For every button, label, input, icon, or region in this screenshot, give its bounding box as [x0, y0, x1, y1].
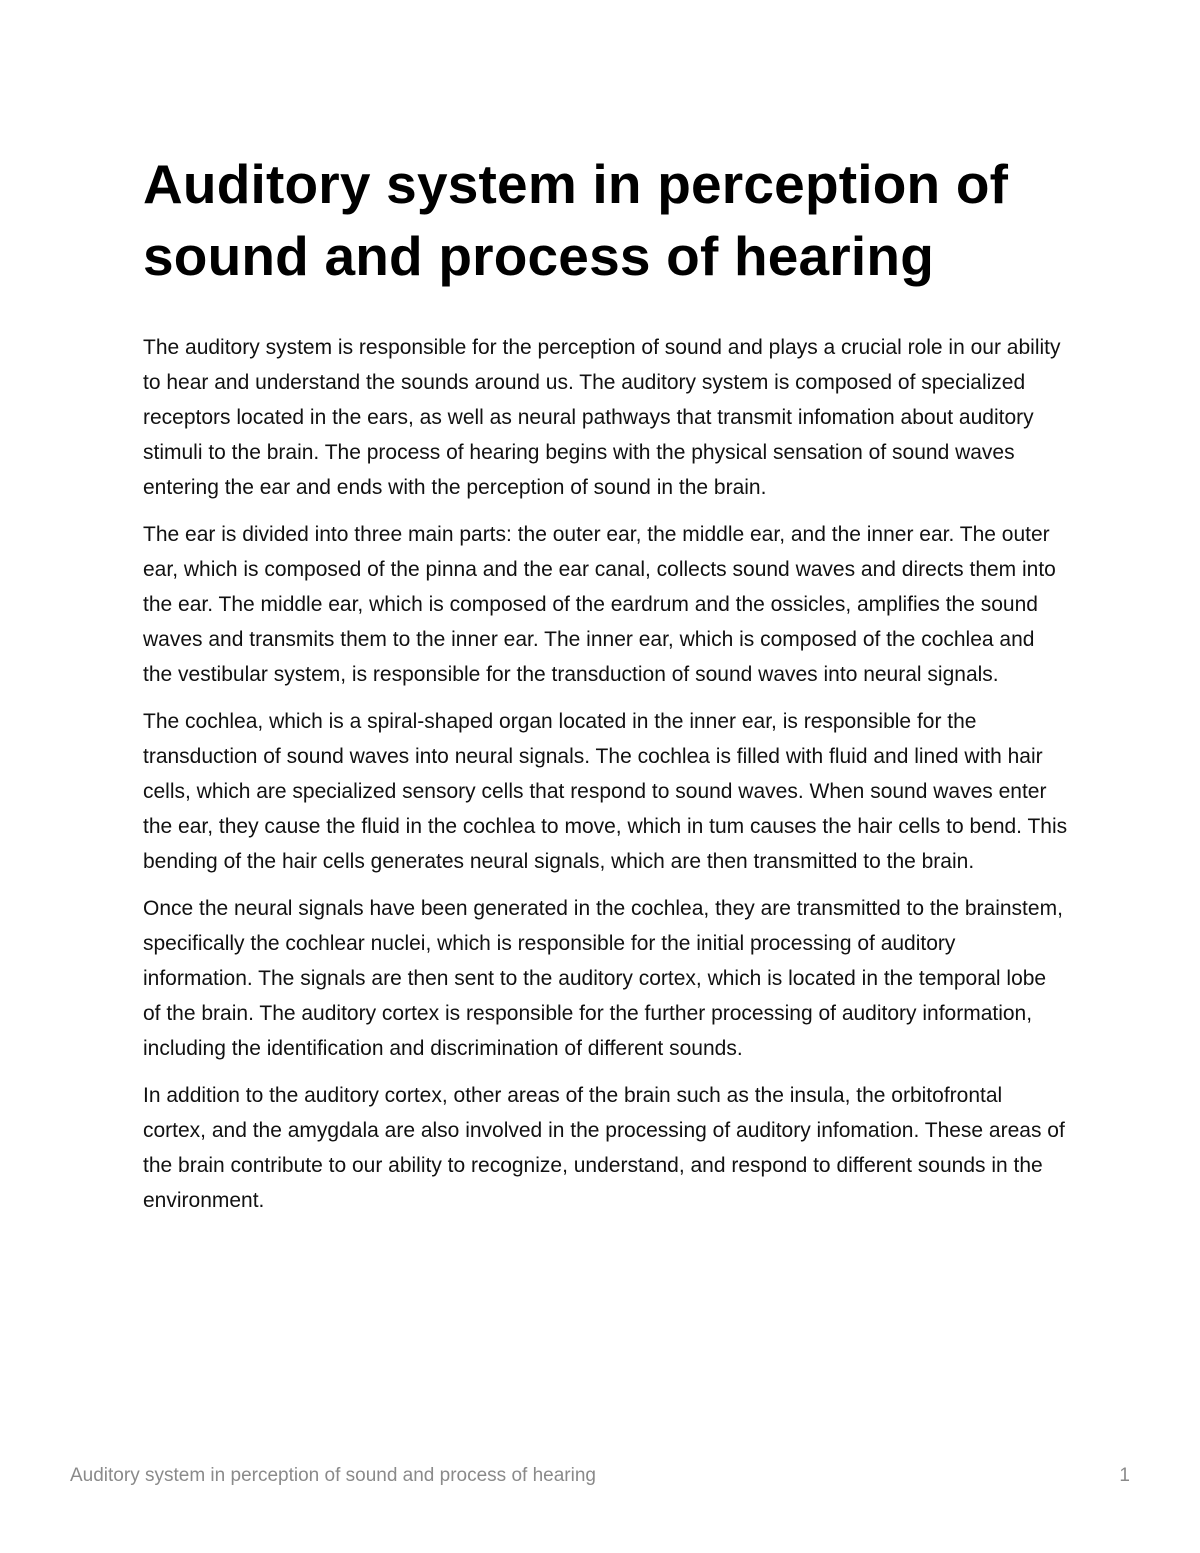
paragraph-5: In addition to the auditory cortex, other areas of the brain such as the insula, the orbitofrontal cortex, and the amygdala are also involved in the processing of auditory infomation. These areas of the brain contribute to our ability to recognize, understand, and respond to different sounds in the environment. [143, 1084, 1065, 1212]
page-footer [70, 1465, 1130, 1495]
document-body [143, 330, 1068, 1218]
footer-title: Auditory system in perception of sound and process of hearing [70, 1465, 596, 1486]
paragraph-3: The cochlea, which is a spiral-shaped organ located in the inner ear, is responsible for the transduction of sound waves into neural signals. The cochlea is filled with fluid and lined with hair cells, which are specialized sensory cells that respond to sound waves. When sound waves enter the ear, they cause the fluid in the cochlea to move, which in tum causes the hair cells to bend. This bending of the hair cells generates neural signals, which are then transmitted to the brain. [143, 710, 1068, 873]
document-title: Auditory system in perception of sound and process of hearing [143, 153, 1009, 287]
paragraph-4: Once the neural signals have been generated in the cochlea, they are transmitted to the brainstem, specifically the cochlear nuclei, which is responsible for the initial processing of auditory information. The signals are then sent to the auditory cortex, which is located in the temporal lobe of the brain. The auditory cortex is responsible for the further processing of auditory information, including the identification and discrimination of different sounds. [143, 897, 1063, 1060]
page-number: 1 [1119, 1465, 1130, 1486]
document-content [143, 148, 1068, 1230]
paragraph-2: The ear is divided into three main parts: the outer ear, the middle ear, and the inner ear. The outer ear, which is composed of the pinna and the ear canal, collects sound waves and directs them into the ear. The middle ear, which is composed of the eardrum and the ossicles, amplifies the sound waves and transmits them to the inner ear. The inner ear, which is composed of the cochlea and the vestibular system, is responsible for the transduction of sound waves into neural signals. [143, 523, 1056, 686]
paragraph-1: The auditory system is responsible for the perception of sound and plays a crucial role in our ability to hear and understand the sounds around us. The auditory system is composed of specialized receptors located in the ears, as well as neural pathways that transmit infomation about auditory stimuli to the brain. The process of hearing begins with the physical sensation of sound waves entering the ear and ends with the perception of sound in the brain. [143, 336, 1061, 499]
